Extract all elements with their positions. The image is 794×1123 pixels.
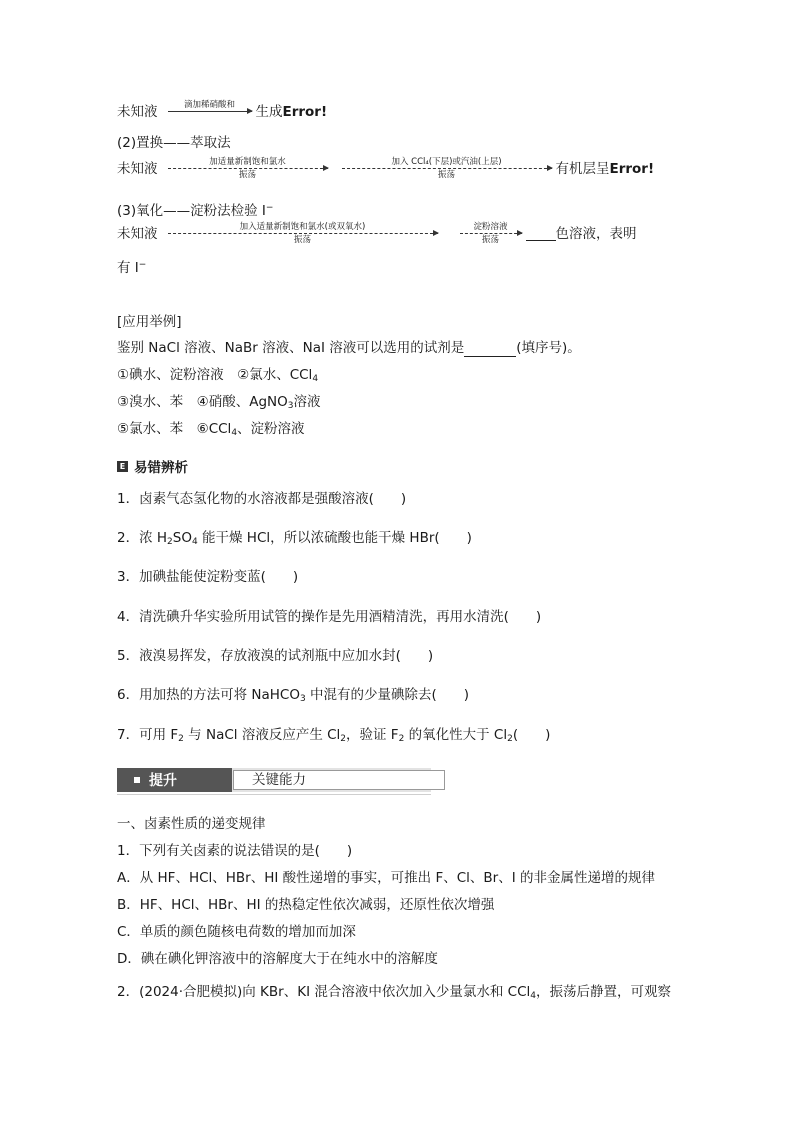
option-text: ③溴水、苯 ④硝酸、AgNO <box>117 394 288 410</box>
flow2-result-bold: Error! <box>609 160 655 177</box>
subscript: 4 <box>191 537 198 547</box>
flow1-arrow-label: 滴加稀硝酸和 <box>183 100 235 110</box>
part1-heading: 一、卤素性质的递变规律 <box>117 816 266 832</box>
part1-question-1: 1．下列有关卤素的说法错误的是( ) <box>117 843 353 859</box>
subscript: 4 <box>530 991 536 1001</box>
text: 的氧化性大于 Cl <box>404 727 508 743</box>
arrow-right-icon <box>168 233 438 234</box>
color-blank[interactable] <box>526 226 556 241</box>
flow-row-3 <box>117 222 637 245</box>
flow3-arrow1-label: 加入适量新制饱和氯水(或双氧水) <box>239 222 366 232</box>
flow3-arrow-2 <box>460 222 522 245</box>
subscript: 4 <box>231 428 238 438</box>
error-item-1: 1．卤素气态氢化物的水溶液都是强酸溶液( ) <box>117 491 407 507</box>
arrow-right-icon <box>168 111 252 112</box>
section-3-heading-text: (3)氧化——淀粉法检验 I <box>117 203 266 219</box>
flow-row-2 <box>117 157 654 180</box>
iodide-charge: − <box>265 203 274 213</box>
text: 7．可用 F <box>117 727 179 743</box>
section-banner <box>117 768 431 792</box>
arrow-right-icon <box>168 168 328 169</box>
error-item-7 <box>117 726 550 744</box>
text: ( ) <box>512 727 551 743</box>
banner-label <box>117 768 232 792</box>
flow2-arrow1-sublabel: 振荡 <box>238 170 256 180</box>
flow2-result: 有机层呈 <box>555 160 610 177</box>
flow-row-1 <box>117 100 327 123</box>
banner-divider <box>117 794 431 795</box>
error-item-2 <box>117 529 472 547</box>
flow1-result: 生成 <box>255 103 283 120</box>
flow2-arrow1-label: 加适量新制饱和氯水 <box>209 157 286 167</box>
error-item-3: 3．加碘盐能使淀粉变蓝( ) <box>117 569 299 585</box>
text: ，振荡后静置，可观察 <box>535 984 671 1000</box>
text: 2．(2024·合肥模拟)向 KBr、KI 混合溶液中依次加入少量氯水和 CCl <box>117 984 531 1000</box>
option-text-tail: 溶液 <box>293 394 321 410</box>
subscript: 2 <box>178 734 184 744</box>
error-item-5: 5．液溴易挥发，存放液溴的试剂瓶中应加水封( ) <box>117 648 434 664</box>
text: 能干燥 HCl，所以浓硫酸也能干燥 HBr( ) <box>197 530 472 546</box>
example-question-suffix: (填序号)。 <box>516 340 581 356</box>
flow3-arrow-1 <box>168 222 438 245</box>
arrow-right-icon <box>342 168 552 169</box>
subscript: 2 <box>167 537 173 547</box>
example-options-3 <box>117 420 305 438</box>
error-item-4: 4．清洗碘升华实验所用试管的操作是先用酒精清洗，再用水清洗( ) <box>117 609 542 625</box>
part1-option-c: C．单质的颜色随核电荷数的增加而加深 <box>117 924 356 940</box>
flow2-arrow2-label: 加入 CCl₄(下层)或汽油(上层) <box>391 157 502 167</box>
subscript: 4 <box>312 374 319 384</box>
text: 2．浓 H <box>117 530 168 546</box>
banner-subtitle: 关键能力 <box>233 770 445 790</box>
subscript: 3 <box>299 694 306 704</box>
option-text: ⑤氯水、苯 ⑥CCl <box>117 421 232 437</box>
iodide-charge-2: − <box>138 260 147 270</box>
subscript: 2 <box>507 734 513 744</box>
option-text: ①碘水、淀粉溶液 ②氯水、CCl <box>117 367 313 383</box>
section-3-heading <box>117 202 273 220</box>
error-item-6 <box>117 686 469 704</box>
flow3-result-tail: 色溶液，表明 <box>555 225 637 242</box>
flow1-start: 未知液 <box>117 103 158 120</box>
subscript: 2 <box>398 734 405 744</box>
example-options-1 <box>117 366 318 384</box>
text: SO <box>172 530 192 546</box>
part1-question-2 <box>117 983 671 1001</box>
part1-option-b: B．HF、HCl、HBr、HI 的热稳定性依次减弱，还原性依次增强 <box>117 897 495 913</box>
example-question <box>117 339 581 357</box>
text: 中混有的少量碘除去( ) <box>305 687 470 703</box>
flow3-start: 未知液 <box>117 225 158 242</box>
arrow-right-icon <box>460 233 522 234</box>
flow2-arrow2-sublabel: 振荡 <box>437 170 455 180</box>
flow1-result-bold: Error! <box>282 103 328 120</box>
flow3-arrow1-sublabel: 振荡 <box>293 235 311 245</box>
section-2-heading: (2)置换——萃取法 <box>117 135 231 151</box>
answer-blank[interactable] <box>464 342 516 357</box>
section-e-icon: E <box>117 461 128 472</box>
flow2-arrow-2 <box>342 157 552 180</box>
part1-option-a: A．从 HF、HCl、HBr、HI 酸性递增的事实，可推出 F、Cl、Br、I 的非金属性递增的规律 <box>117 870 655 886</box>
part1-option-d: D．碘在碘化钾溶液中的溶解度大于在纯水中的溶解度 <box>117 951 438 967</box>
option-text-tail: 、淀粉溶液 <box>237 421 305 437</box>
example-question-text: 鉴别 NaCl 溶液、NaBr 溶液、NaI 溶液可以选用的试剂是 <box>117 340 465 356</box>
flow3-line2 <box>117 259 146 277</box>
text: ，验证 F <box>346 727 399 743</box>
flow1-arrow <box>168 100 252 123</box>
flow3-arrow2-label: 淀粉溶液 <box>473 222 508 232</box>
subscript: 2 <box>340 734 347 744</box>
error-analysis-heading <box>117 456 188 476</box>
subscript: 3 <box>287 401 294 411</box>
text: 6．用加热的方法可将 NaHCO <box>117 687 300 703</box>
flow2-start: 未知液 <box>117 160 158 177</box>
error-analysis-title: 易错辨析 <box>134 460 188 476</box>
example-heading: [应用举例] <box>117 314 182 330</box>
flow2-arrow-1 <box>168 157 328 180</box>
flow3-line2-text: 有 I <box>117 260 139 276</box>
square-icon <box>134 777 140 783</box>
example-options-2 <box>117 393 320 411</box>
banner-left-text: 提升 <box>149 773 177 789</box>
flow3-arrow2-sublabel: 振荡 <box>481 235 499 245</box>
text: 与 NaCl 溶液反应产生 Cl <box>183 727 341 743</box>
